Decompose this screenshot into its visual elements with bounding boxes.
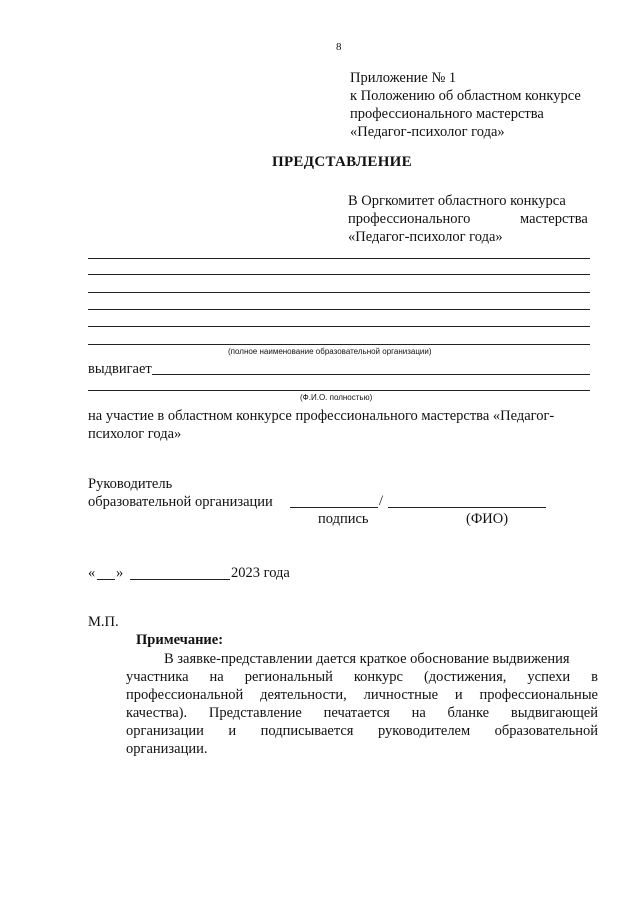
organization-caption: (полное наименование образовательной организации) [228,347,432,356]
date-year: 2023 года [231,565,290,581]
form-line [88,274,590,275]
note-line-2: участника на региональный конкурс (достижения, успехи в [126,669,598,685]
day-line[interactable] [97,579,115,580]
signature-slash: / [379,493,384,509]
signature-caption: подпись [318,511,369,527]
page-number: 8 [336,41,342,53]
head-line-1: Руководитель [88,476,173,492]
note-line-4: качества). Представление печатается на бланке выдвигающей [126,705,598,721]
form-line [88,309,590,310]
participation-line-1: на участие в областном конкурсе профессионального мастерства «Педагог- [88,408,555,424]
form-line [88,258,590,259]
note-heading: Примечание: [136,632,224,648]
appendix-line-4: «Педагог-психолог года» [350,124,505,140]
note-line-3: профессиональной деятельности, личностные и профессиональные [126,687,598,703]
note-line-6: организации. [126,741,208,757]
appendix-line-1: Приложение № 1 [350,70,457,86]
addressee-line-2a: профессионального [348,211,471,227]
note-line-1: В заявке-представлении дается краткое обоснование выдвижения [164,651,570,667]
addressee-line-1: В Оргкомитет областного конкурса [348,193,566,209]
head-fio-caption: (ФИО) [466,511,509,527]
participation-line-2: психолог года» [88,426,182,442]
fio-caption: (Ф.И.О. полностью) [300,393,373,402]
addressee-line-3: «Педагог-психолог года» [348,229,503,245]
signature-line[interactable] [290,507,378,508]
note-line-5: организации и подписывается руководителем образовательной [126,723,598,739]
form-line [88,292,590,293]
form-line [88,344,590,345]
appendix-line-2: к Положению об областном конкурсе [350,88,581,104]
date-close-quote: » [116,565,124,581]
appendix-line-3: профессионального мастерства [350,106,544,122]
month-line[interactable] [130,579,230,580]
document-title: ПРЕДСТАВЛЕНИЕ [272,154,412,170]
form-line [88,326,590,327]
stamp-place: М.П. [88,614,119,630]
nominee-line-2[interactable] [88,390,590,391]
fio-line[interactable] [388,507,546,508]
nominates-label: выдвигает [88,361,152,377]
addressee-line-2b: мастерства [520,211,588,227]
nominee-line[interactable] [152,374,590,375]
date-open-quote: « [88,565,96,581]
head-line-2: образовательной организации [88,494,273,510]
